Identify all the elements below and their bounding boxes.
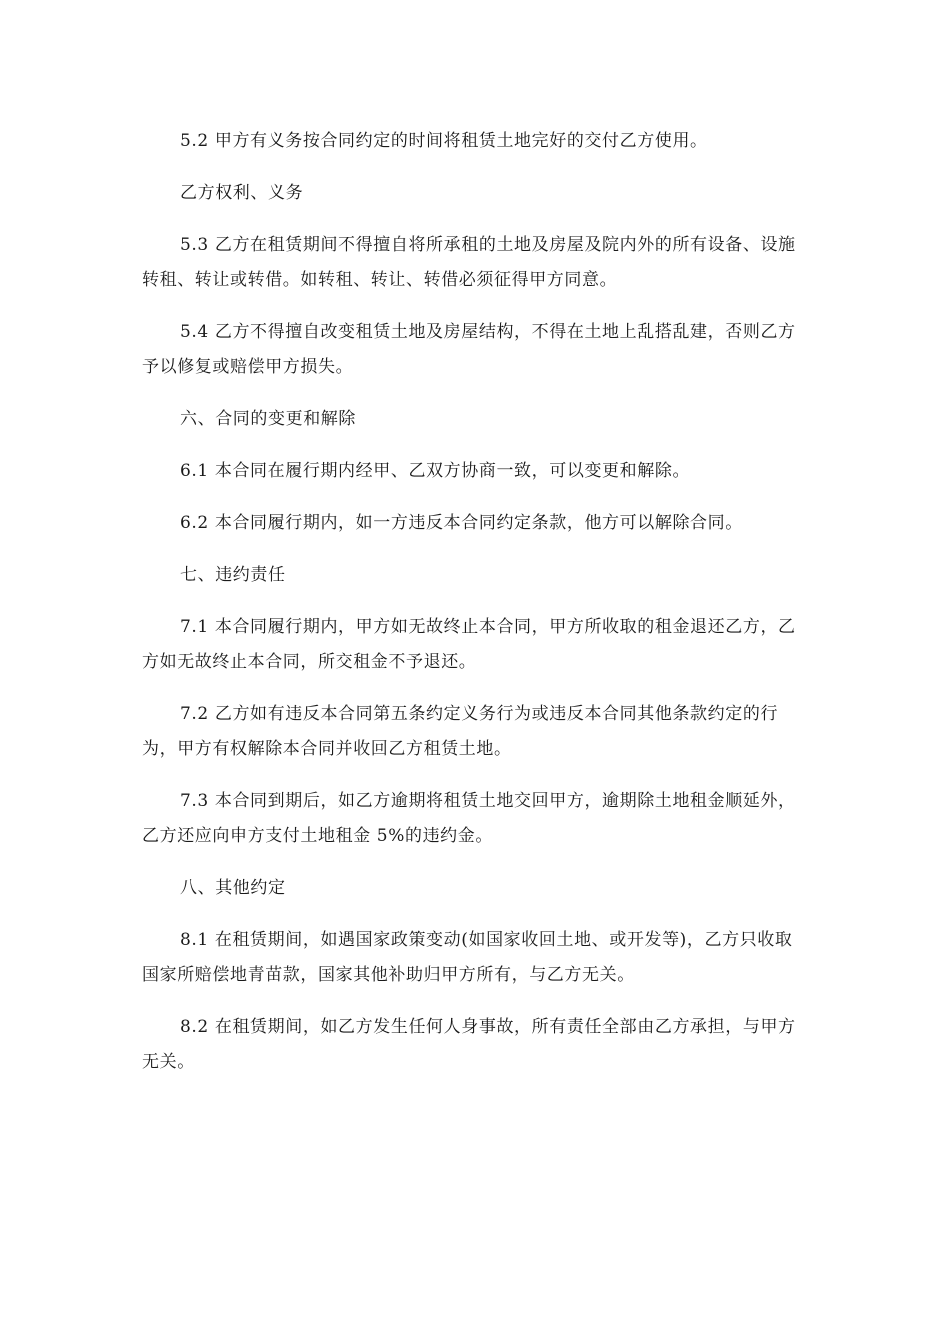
clause-8-2: 8.2 在租赁期间，如乙方发生任何人身事故，所有责任全部由乙方承担，与甲方无关。 bbox=[142, 1017, 796, 1072]
clause-8-1: 8.1 在租赁期间，如遇国家政策变动(如国家收回土地、或开发等)，乙方只收取国家所赔偿地青苗款，国家其他补助归甲方所有，与乙方无关。 bbox=[142, 930, 793, 985]
section-heading-7: 七、违约责任 bbox=[180, 565, 286, 585]
section-heading-6: 六、合同的变更和解除 bbox=[180, 409, 356, 429]
clause-7-1: 7.1 本合同履行期内，甲方如无故终止本合同，甲方所收取的租金退还乙方，乙方如无故终止本合同，所交租金不予退还。 bbox=[142, 617, 796, 672]
clause-5-4: 5.4 乙方不得擅自改变租赁土地及房屋结构，不得在土地上乱搭乱建，否则乙方予以修复或赔偿甲方损失。 bbox=[142, 322, 796, 377]
clause-7-3: 7.3 本合同到期后，如乙方逾期将租赁土地交回甲方，逾期除土地租金顺延外，乙方还应向申方支付土地租金 5%的违约金。 bbox=[142, 791, 796, 846]
section-heading-8: 八、其他约定 bbox=[180, 878, 286, 898]
clause-5-3: 5.3 乙方在租赁期间不得擅自将所承租的土地及房屋及院内外的所有设备、设施转租、转让或转借。如转租、转让、转借必须征得甲方同意。 bbox=[142, 235, 796, 290]
section-heading-party-b-rights: 乙方权利、义务 bbox=[180, 183, 304, 203]
clause-7-2: 7.2 乙方如有违反本合同第五条约定义务行为或违反本合同其他条款约定的行为，甲方有权解除本合同并收回乙方租赁土地。 bbox=[142, 704, 779, 759]
clause-6-1: 6.1 本合同在履行期内经甲、乙双方协商一致，可以变更和解除。 bbox=[180, 461, 691, 481]
clause-6-2: 6.2 本合同履行期内，如一方违反本合同约定条款，他方可以解除合同。 bbox=[180, 513, 743, 533]
clause-5-2: 5.2 甲方有义务按合同约定的时间将租赁土地完好的交付乙方使用。 bbox=[180, 131, 708, 151]
